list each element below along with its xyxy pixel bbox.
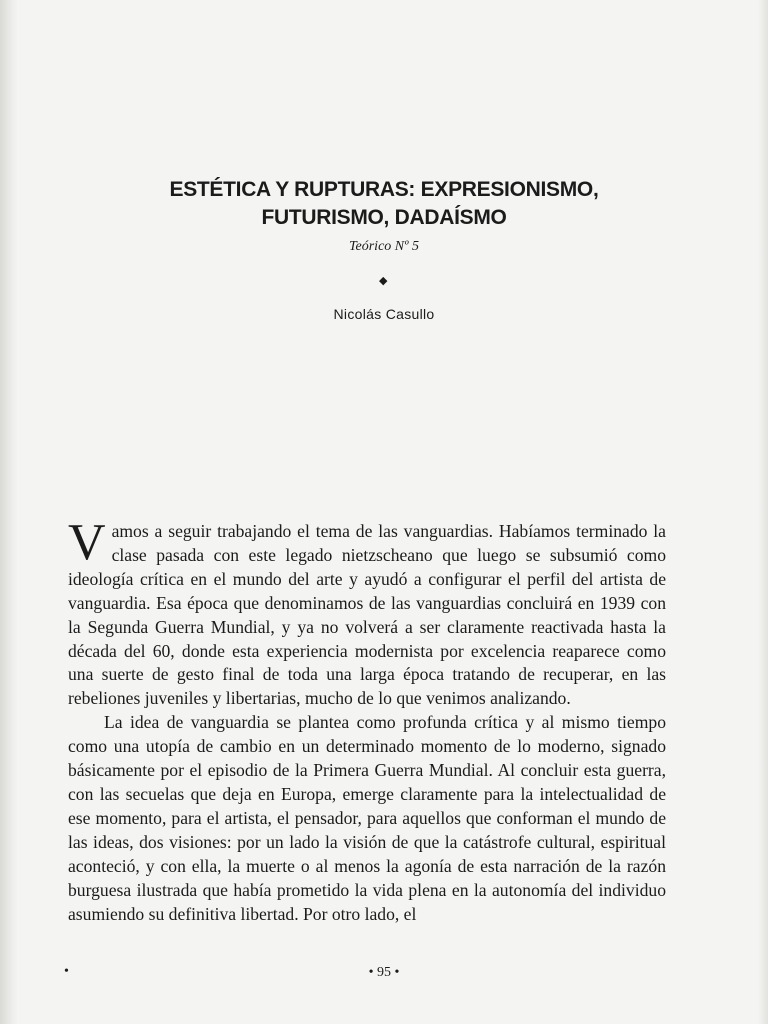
- page-number: • 95 •: [368, 965, 400, 980]
- margin-dot: •: [64, 964, 69, 979]
- title-line-2: FUTURISMO, DADAÍSMO: [261, 206, 507, 229]
- lecture-subtitle: Teórico Nº 5: [349, 239, 419, 254]
- author-name: Nicolás Casullo: [333, 306, 435, 322]
- drop-cap: V: [68, 514, 106, 571]
- article-title: [90, 176, 678, 232]
- paragraph-1-text: amos a seguir trabajando el tema de las vanguardias. Habíamos terminado la clase pasada con este legado nietzscheano que luego se subsumió como ideología crítica en el mundo del arte y ayudó a configurar el perfil del artista de vanguardia. Esa época que denominamos de las vanguardias concluirá en 1939 con la Segunda Guerra Mundial, y ya no volverá a ser claramente reactivada hasta la década del 60, donde esta experiencia modernista por excelencia reaparece como una suerte de gesto final de toda una larga época tratando de recuperar, en las rebeliones juveniles y libertarias, mucho de lo que venimos analizando.: [68, 521, 666, 709]
- body-text: [68, 514, 666, 926]
- page-right-edge-shadow: [758, 0, 768, 1024]
- paragraph-1: [68, 514, 666, 711]
- paragraph-2-text: La idea de vanguardia se plantea como profunda crítica y al mismo tiempo como una utopía de cambio en un determinado momento de lo moderno, signado básicamente por el episodio de la Primera Guerra Mundial. Al concluir esta guerra, con las secuelas que deja en Europa, emerge claramente para la intelectualidad de ese momento, para el artista, el pensador, para aquellos que conforman el mundo de las ideas, dos visiones: por un lado la visión de que la catástrofe cultural, espiritual aconteció, y con ella, la muerte o al menos la agonía de esta narración de la razón burguesa ilustrada que había prometido la vida plena en la autonomía del individuo asumiendo su definitiva libertad. Por otro lado, el: [68, 712, 666, 924]
- page-left-edge-shadow: [0, 0, 18, 1024]
- diamond-separator-icon: ◆: [379, 275, 388, 287]
- title-line-1: ESTÉTICA Y RUPTURAS: EXPRESIONISMO,: [169, 178, 599, 201]
- paragraph-2: [68, 711, 666, 926]
